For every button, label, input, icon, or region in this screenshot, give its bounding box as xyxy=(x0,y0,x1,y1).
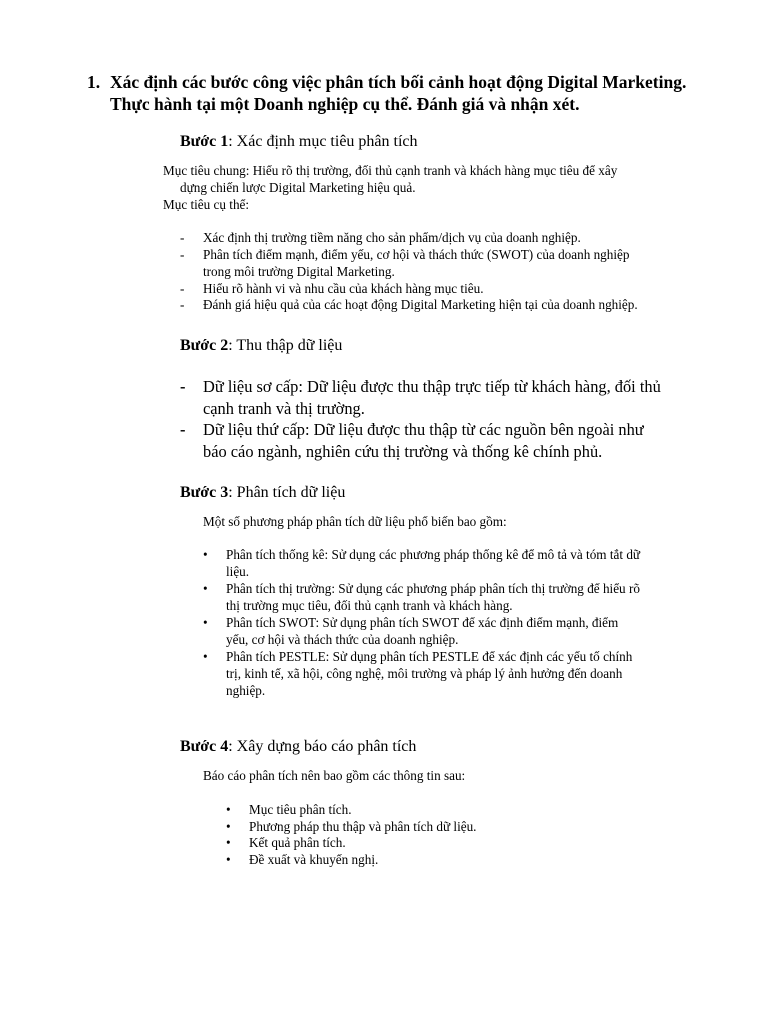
bullet-marker: • xyxy=(226,852,231,867)
list-item-text: Phương pháp thu thập và phân tích dữ liệu. xyxy=(249,819,477,834)
list-item-text: Dữ liệu sơ cấp: Dữ liệu được thu thập trực tiếp từ khách hàng, đối thủ xyxy=(203,377,661,396)
list-item-text: Dữ liệu thứ cấp: Dữ liệu được thu thập từ các nguồn bên ngoài như xyxy=(203,420,644,439)
list-item-text: Phân tích SWOT: Sử dụng phân tích SWOT để xác định điểm mạnh, điểm xyxy=(226,615,619,630)
bullet-marker: • xyxy=(203,649,208,664)
list-item-text: báo cáo ngành, nghiên cứu thị trường và thống kê chính phủ. xyxy=(203,442,603,461)
specific-objective-label: Mục tiêu cụ thể: xyxy=(163,197,250,212)
list-item-text: Phân tích PESTLE: Sử dụng phân tích PESTLE để xác định các yếu tố chính xyxy=(226,649,633,664)
list-item-text: trong môi trường Digital Marketing. xyxy=(203,264,395,279)
bullet-marker: • xyxy=(203,581,208,596)
heading-line-1: Xác định các bước công việc phân tích bối cảnh hoạt động Digital Marketing. xyxy=(110,72,687,92)
list-item-text: Phân tích điểm mạnh, điểm yếu, cơ hội và thách thức (SWOT) của doanh nghiệp xyxy=(203,247,630,262)
step-3-label: Bước 3 xyxy=(180,484,229,501)
heading-number: 1. xyxy=(87,72,101,92)
list-item-text: Kết quả phân tích. xyxy=(249,835,346,850)
list-item-text: yếu, cơ hội và thách thức của doanh nghiệp. xyxy=(226,632,459,647)
bullet-marker: • xyxy=(203,547,208,562)
list-item-text: Xác định thị trường tiềm năng cho sản phẩm/dịch vụ của doanh nghiệp. xyxy=(203,230,581,245)
step-4-label: Bước 4 xyxy=(180,738,229,755)
bullet-marker: • xyxy=(226,819,231,834)
step-2-title-text: : Thu thập dữ liệu xyxy=(228,337,343,354)
heading-line-2: Thực hành tại một Doanh nghiệp cụ thể. Đánh giá và nhận xét. xyxy=(110,94,580,114)
list-item-text: thị trường mục tiêu, đối thủ cạnh tranh và khách hàng. xyxy=(226,598,513,613)
step-1-title-text: : Xác định mục tiêu phân tích xyxy=(228,133,418,150)
list-item-text: Phân tích thị trường: Sử dụng các phương pháp phân tích thị trường để hiểu rõ xyxy=(226,581,640,596)
dash-marker: - xyxy=(180,377,186,396)
step-1-label: Bước 1 xyxy=(180,133,229,150)
list-item-text: Hiểu rõ hành vi và nhu cầu của khách hàng mục tiêu. xyxy=(203,281,484,296)
dash-marker: - xyxy=(180,420,186,439)
list-item-text: cạnh tranh và thị trường. xyxy=(203,399,365,418)
step-4-title-text: : Xây dựng báo cáo phân tích xyxy=(228,738,417,755)
step-2-label: Bước 2 xyxy=(180,337,229,354)
step-4-title xyxy=(180,737,416,757)
dash-marker: - xyxy=(180,297,185,312)
list-item-text: Phân tích thống kê: Sử dụng các phương pháp thống kê để mô tả và tóm tắt dữ xyxy=(226,547,641,562)
general-objective-line-2: dựng chiến lược Digital Marketing hiệu quả. xyxy=(180,180,416,195)
list-item-text: Đánh giá hiệu quả của các hoạt động Digital Marketing hiện tại của doanh nghiệp. xyxy=(203,297,638,312)
step-2-title xyxy=(180,336,342,356)
bullet-marker: • xyxy=(203,615,208,630)
step-4-intro: Báo cáo phân tích nên bao gồm các thông tin sau: xyxy=(203,768,466,783)
list-item-text: trị, kinh tế, xã hội, công nghệ, môi trường và pháp lý ảnh hưởng đến doanh xyxy=(226,666,623,681)
dash-marker: - xyxy=(180,230,185,245)
list-item-text: Đề xuất và khuyến nghị. xyxy=(249,852,379,867)
step-1-title xyxy=(180,132,418,152)
dash-marker: - xyxy=(180,247,185,262)
list-item-text: nghiệp. xyxy=(226,683,266,698)
step-3-intro: Một số phương pháp phân tích dữ liệu phổ biến bao gồm: xyxy=(203,514,507,529)
dash-marker: - xyxy=(180,281,185,296)
step-3-title xyxy=(180,483,345,503)
list-item-text: Mục tiêu phân tích. xyxy=(249,802,352,817)
bullet-marker: • xyxy=(226,802,231,817)
list-item-text: liệu. xyxy=(226,564,250,579)
bullet-marker: • xyxy=(226,835,231,850)
step-3-title-text: : Phân tích dữ liệu xyxy=(228,484,346,501)
general-objective-line-1: Mục tiêu chung: Hiểu rõ thị trường, đối thủ cạnh tranh và khách hàng mục tiêu để xây xyxy=(163,163,618,178)
